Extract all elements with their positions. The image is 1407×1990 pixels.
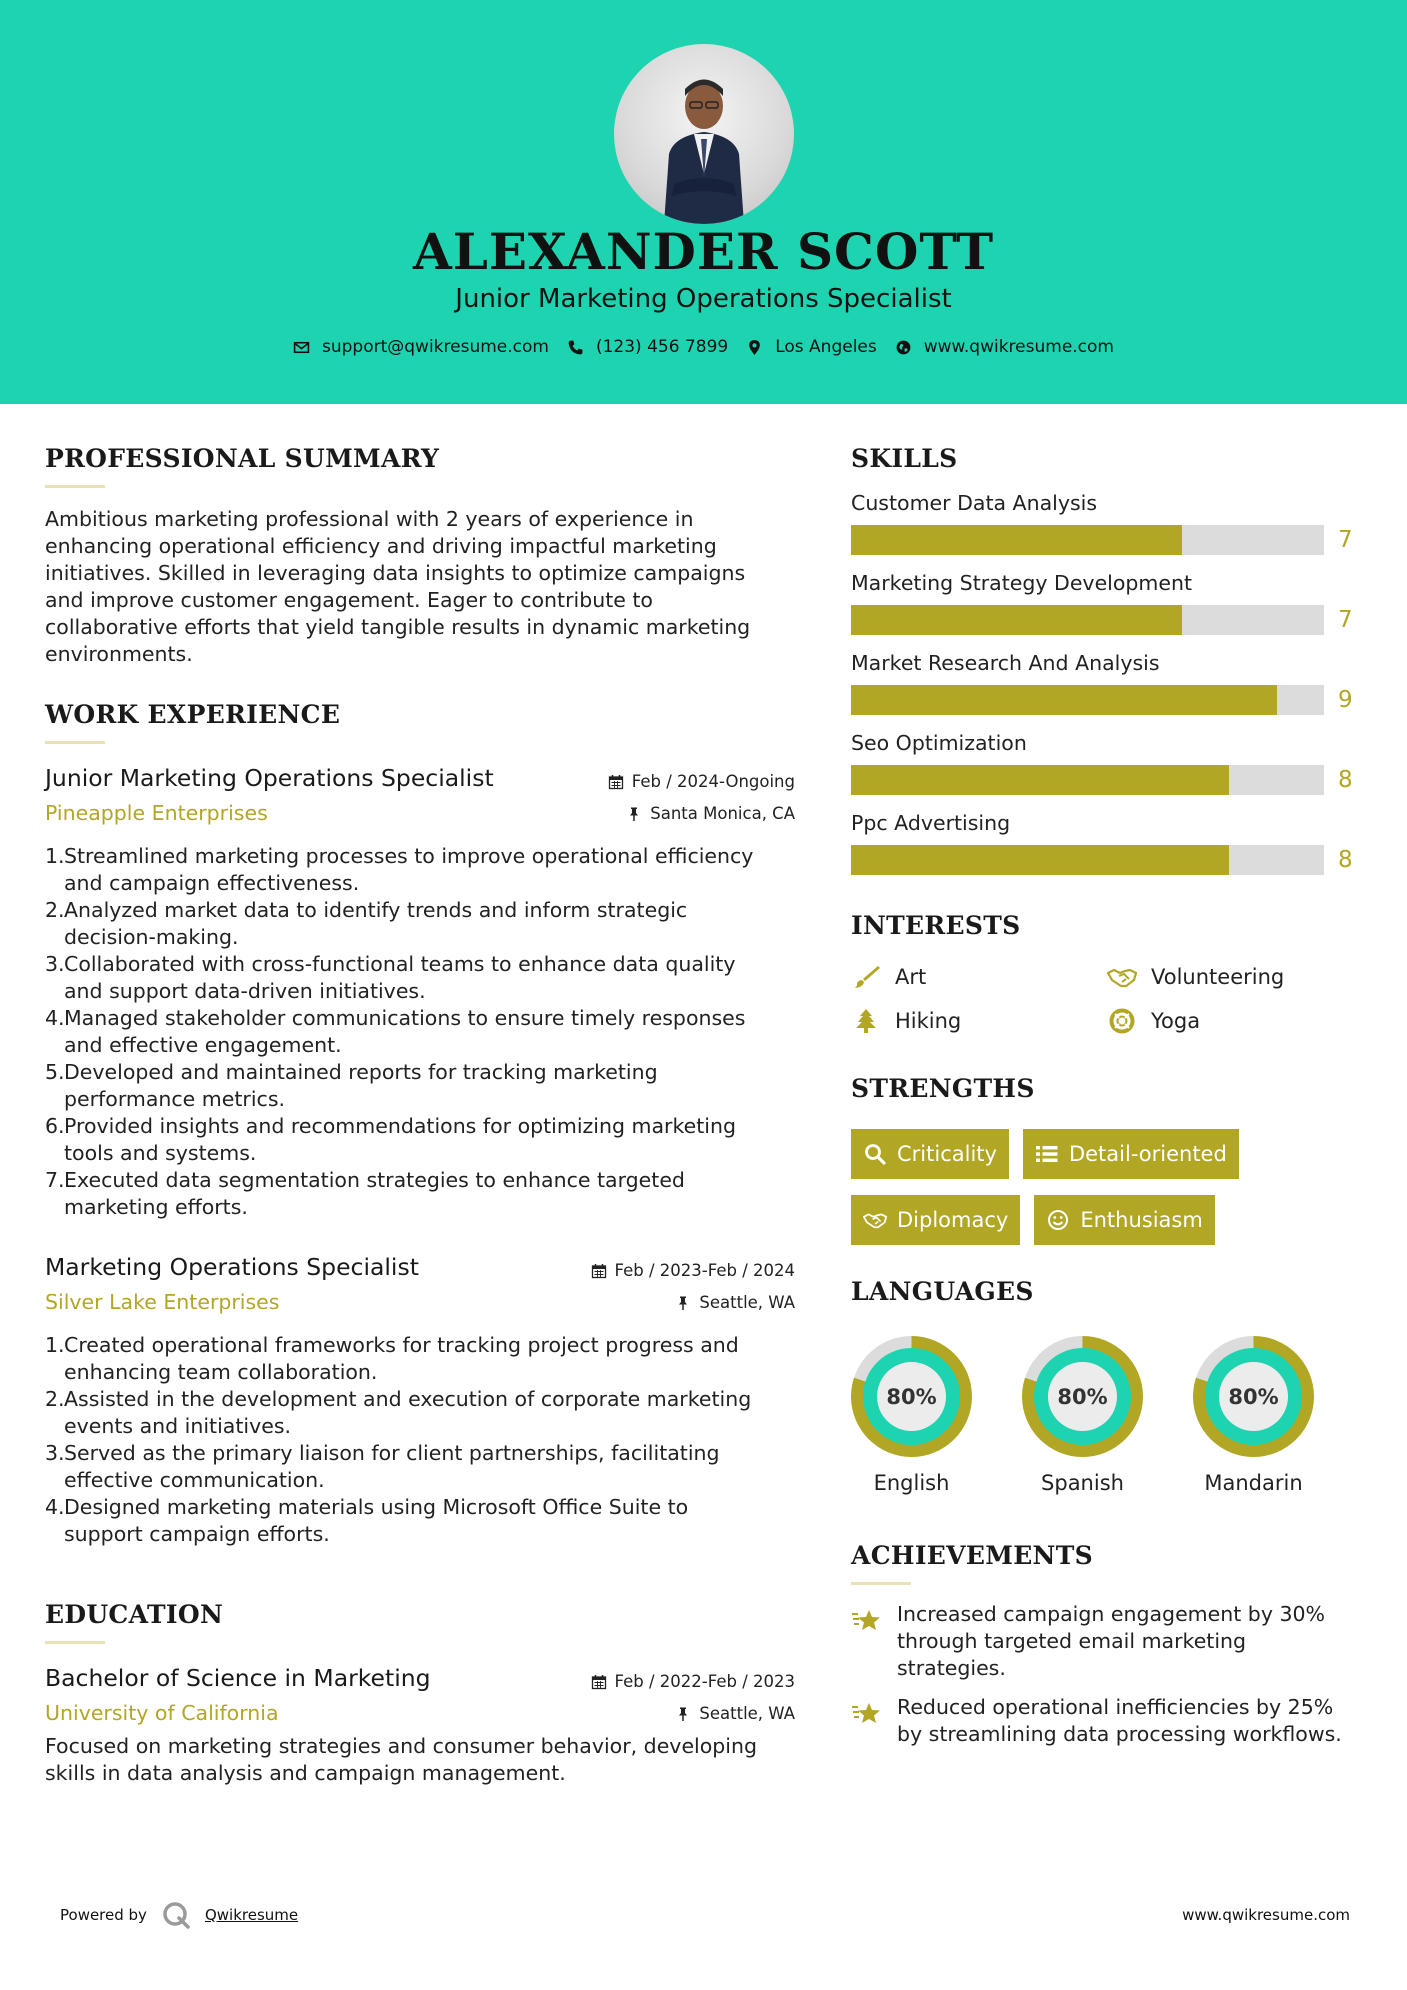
education-dates-text: Feb / 2022-Feb / 2023 xyxy=(614,1672,795,1691)
list-item xyxy=(45,1059,795,1113)
candidate-name: ALEXANDER SCOTT xyxy=(412,222,995,281)
qwikresume-logo-icon xyxy=(161,1900,191,1930)
item-number: 6. xyxy=(45,1114,65,1138)
item-line: Provided insights and recommendations for optimizing marketing xyxy=(64,1114,736,1138)
skill-name: Marketing Strategy Development xyxy=(851,571,1193,595)
contact-email[interactable] xyxy=(293,337,549,357)
list-item xyxy=(45,897,795,951)
item-line: Assisted in the development and execution of corporate marketing xyxy=(64,1387,752,1411)
strengths-section xyxy=(851,1074,1361,1245)
item-number: 3. xyxy=(45,1441,65,1465)
contact-bar xyxy=(0,337,1407,357)
skills-list xyxy=(851,491,1361,875)
interests-section xyxy=(851,911,1361,1034)
candidate-title: Junior Marketing Operations Specialist xyxy=(455,284,952,314)
item-number: 2. xyxy=(45,1387,65,1411)
interest-item xyxy=(851,964,1107,990)
section-title-education: EDUCATION xyxy=(45,1600,224,1629)
item-line: Developed and maintained reports for tracking marketing xyxy=(64,1060,658,1084)
pushpin-icon xyxy=(626,806,642,822)
calendar-icon xyxy=(591,1263,607,1279)
job-title: Marketing Operations Specialist xyxy=(45,1253,419,1281)
skill-bar xyxy=(851,765,1324,795)
strength-chip xyxy=(1023,1129,1239,1179)
language-percent: 80% xyxy=(877,1362,946,1431)
skill-name: Ppc Advertising xyxy=(851,811,1011,835)
skill-bar xyxy=(851,605,1324,635)
item-line: Managed stakeholder communications to ensure timely responses xyxy=(64,1006,746,1030)
item-line: enhancing team collaboration. xyxy=(64,1360,378,1384)
item-line: decision-making. xyxy=(64,925,239,949)
item-line: Designed marketing materials using Microsoft Office Suite to xyxy=(64,1495,689,1519)
search-icon xyxy=(863,1143,887,1165)
achievement-line: through targeted email marketing xyxy=(897,1629,1247,1653)
job-location xyxy=(626,804,795,823)
achievement-line: Increased campaign engagement by 30% xyxy=(897,1602,1326,1626)
interest-label: Art xyxy=(895,965,927,989)
education-line: Focused on marketing strategies and consumer behavior, developing xyxy=(45,1734,758,1758)
strength-label: Diplomacy xyxy=(897,1208,1009,1232)
job-entry xyxy=(45,1253,795,1548)
list-item xyxy=(45,1494,795,1548)
section-title-achievements: ACHIEVEMENTS xyxy=(851,1541,1093,1570)
smile-icon xyxy=(1046,1209,1070,1231)
footer xyxy=(60,1900,1350,1930)
strength-label: Enthusiasm xyxy=(1080,1208,1203,1232)
skill-value: 8 xyxy=(1338,847,1353,873)
skill-bar-fill xyxy=(851,845,1229,875)
skill-bar-fill xyxy=(851,525,1182,555)
summary-text xyxy=(45,506,795,668)
skill-name: Customer Data Analysis xyxy=(851,491,1098,515)
item-line: Served as the primary liaison for client partnerships, facilitating xyxy=(64,1441,720,1465)
envelope-icon xyxy=(293,339,310,356)
section-title-summary: PROFESSIONAL SUMMARY xyxy=(45,444,440,473)
job-location-text: Santa Monica, CA xyxy=(650,804,795,823)
school-name: University of California xyxy=(45,1701,279,1725)
contact-email-text: support@qwikresume.com xyxy=(322,337,549,357)
job-location xyxy=(675,1293,795,1312)
summary-line: Ambitious marketing professional with 2 years of experience in xyxy=(45,507,694,531)
job-duties xyxy=(45,1332,795,1548)
list-item xyxy=(45,1332,795,1386)
interests-list xyxy=(851,964,1361,1034)
calendar-icon xyxy=(608,774,624,790)
language-donut xyxy=(1193,1336,1314,1457)
interest-label: Hiking xyxy=(895,1009,962,1033)
job-duties xyxy=(45,843,795,1221)
achievement-item xyxy=(851,1601,1361,1682)
section-title-skills: SKILLS xyxy=(851,444,958,473)
language-name: Spanish xyxy=(1041,1471,1124,1495)
interest-label: Yoga xyxy=(1151,1009,1201,1033)
left-column xyxy=(45,444,795,1787)
list-item xyxy=(45,843,795,897)
section-divider xyxy=(45,1641,105,1644)
job-company: Pineapple Enterprises xyxy=(45,801,268,825)
item-number: 1. xyxy=(45,844,65,868)
language-donut xyxy=(1022,1336,1143,1457)
powered-by-label: Powered by xyxy=(60,1906,147,1924)
skill-item xyxy=(851,731,1361,795)
skill-bar xyxy=(851,685,1324,715)
footer-website[interactable]: www.qwikresume.com xyxy=(1182,1906,1350,1924)
profile-photo xyxy=(614,44,794,224)
skill-bar-fill xyxy=(851,685,1277,715)
strength-chip xyxy=(1034,1195,1214,1245)
job-company: Silver Lake Enterprises xyxy=(45,1290,280,1314)
strength-label: Detail-oriented xyxy=(1068,1142,1227,1166)
interest-item xyxy=(851,1008,1107,1034)
item-line: Collaborated with cross-functional teams to enhance data quality xyxy=(64,952,736,976)
pushpin-icon xyxy=(675,1706,691,1722)
education-line: skills in data analysis and campaign management. xyxy=(45,1761,566,1785)
job-entry xyxy=(45,764,795,1221)
job-dates-text: Feb / 2023-Feb / 2024 xyxy=(614,1261,795,1280)
item-line: support campaign efforts. xyxy=(64,1522,330,1546)
skill-bar xyxy=(851,525,1324,555)
skill-bar-fill xyxy=(851,765,1229,795)
item-line: Streamlined marketing processes to improve operational efficiency xyxy=(64,844,754,868)
job-dates-text: Feb / 2024-Ongoing xyxy=(631,772,795,791)
item-line: performance metrics. xyxy=(64,1087,286,1111)
qwikresume-link[interactable]: Qwikresume xyxy=(204,1906,299,1924)
header-banner xyxy=(0,0,1407,404)
item-line: Created operational frameworks for tracking project progress and xyxy=(64,1333,739,1357)
list-item xyxy=(45,1440,795,1494)
language-name: Mandarin xyxy=(1204,1471,1303,1495)
globe-icon xyxy=(895,339,912,356)
education-location xyxy=(675,1704,795,1723)
job-title: Junior Marketing Operations Specialist xyxy=(45,764,494,792)
skill-item xyxy=(851,651,1361,715)
language-item xyxy=(1022,1336,1143,1495)
item-line: tools and systems. xyxy=(64,1141,257,1165)
language-donut xyxy=(851,1336,972,1457)
section-title-experience: WORK EXPERIENCE xyxy=(45,700,341,729)
language-percent: 80% xyxy=(1219,1362,1288,1431)
contact-location-text: Los Angeles xyxy=(775,337,877,357)
summary-section xyxy=(45,444,795,668)
item-line: and support data-driven initiatives. xyxy=(64,979,426,1003)
item-number: 5. xyxy=(45,1060,65,1084)
job-dates xyxy=(591,1261,795,1280)
list-item xyxy=(45,951,795,1005)
map-pin-icon xyxy=(746,339,763,356)
achievement-line: by streamlining data processing workflows. xyxy=(897,1722,1342,1746)
item-number: 7. xyxy=(45,1168,65,1192)
degree-title: Bachelor of Science in Marketing xyxy=(45,1664,431,1692)
section-title-strengths: STRENGTHS xyxy=(851,1074,1035,1103)
summary-line: environments. xyxy=(45,642,193,666)
summary-line: and improve customer engagement. Eager to contribute to xyxy=(45,588,653,612)
list-icon xyxy=(1035,1143,1059,1165)
pushpin-icon xyxy=(675,1295,691,1311)
skill-name: Seo Optimization xyxy=(851,731,1027,755)
list-item xyxy=(45,1005,795,1059)
achievements-list xyxy=(851,1601,1361,1748)
contact-website-text: www.qwikresume.com xyxy=(923,337,1114,357)
skill-item xyxy=(851,571,1361,635)
item-line: and effective engagement. xyxy=(64,1033,342,1057)
job-dates xyxy=(608,772,795,791)
item-number: 1. xyxy=(45,1333,65,1357)
skill-value: 8 xyxy=(1338,767,1353,793)
contact-location xyxy=(746,337,877,357)
skill-value: 7 xyxy=(1338,607,1353,633)
summary-line: enhancing operational efficiency and driving impactful marketing xyxy=(45,534,717,558)
education-section xyxy=(45,1600,795,1787)
achievements-section xyxy=(851,1541,1361,1748)
section-title-interests: INTERESTS xyxy=(851,911,1021,940)
interest-item xyxy=(1107,964,1363,990)
item-line: marketing efforts. xyxy=(64,1195,248,1219)
contact-phone-text: (123) 456 7899 xyxy=(595,337,729,357)
star-icon xyxy=(851,1605,883,1635)
strength-label: Criticality xyxy=(897,1142,997,1166)
skill-item xyxy=(851,491,1361,555)
item-line: Analyzed market data to identify trends and inform strategic xyxy=(64,898,688,922)
skill-name: Market Research And Analysis xyxy=(851,651,1160,675)
item-line: Executed data segmentation strategies to enhance targeted xyxy=(64,1168,685,1192)
right-column xyxy=(851,444,1361,1748)
section-divider xyxy=(851,1582,911,1585)
skill-item xyxy=(851,811,1361,875)
languages-section xyxy=(851,1277,1361,1495)
interest-label: Volunteering xyxy=(1151,965,1285,989)
achievement-line: Reduced operational inefficiencies by 25% xyxy=(897,1695,1334,1719)
language-item xyxy=(1193,1336,1314,1495)
phone-icon xyxy=(567,339,584,356)
skills-section xyxy=(851,444,1361,875)
item-line: effective communication. xyxy=(64,1468,325,1492)
strength-chip xyxy=(851,1195,1020,1245)
item-number: 4. xyxy=(45,1495,65,1519)
education-description xyxy=(45,1733,795,1787)
education-entry xyxy=(45,1664,795,1787)
paintbrush-icon xyxy=(851,964,881,990)
education-location-text: Seattle, WA xyxy=(699,1704,795,1723)
calendar-icon xyxy=(591,1674,607,1690)
experience-section xyxy=(45,700,795,1548)
skill-bar-fill xyxy=(851,605,1182,635)
handshake-icon xyxy=(863,1209,887,1231)
section-divider xyxy=(45,485,105,488)
item-number: 2. xyxy=(45,898,65,922)
language-item xyxy=(851,1336,972,1495)
achievement-item xyxy=(851,1694,1361,1748)
strength-chip xyxy=(851,1129,1009,1179)
summary-line: initiatives. Skilled in leveraging data insights to optimize campaigns xyxy=(45,561,746,585)
contact-phone[interactable] xyxy=(567,337,728,357)
summary-line: collaborative efforts that yield tangible results in dynamic marketing xyxy=(45,615,751,639)
languages-list xyxy=(851,1336,1361,1495)
list-item xyxy=(45,1167,795,1221)
language-percent: 80% xyxy=(1048,1362,1117,1431)
section-title-languages: LANGUAGES xyxy=(851,1277,1034,1306)
contact-website[interactable] xyxy=(895,337,1114,357)
star-icon xyxy=(851,1698,883,1728)
education-dates xyxy=(591,1672,795,1691)
item-number: 4. xyxy=(45,1006,65,1030)
list-item xyxy=(45,1386,795,1440)
item-number: 3. xyxy=(45,952,65,976)
achievement-line: strategies. xyxy=(897,1656,1006,1680)
section-divider xyxy=(45,741,105,744)
handshake-icon xyxy=(1107,964,1137,990)
skill-bar xyxy=(851,845,1324,875)
item-line: and campaign effectiveness. xyxy=(64,871,360,895)
list-item xyxy=(45,1113,795,1167)
job-location-text: Seattle, WA xyxy=(699,1293,795,1312)
tree-icon xyxy=(851,1008,881,1034)
language-name: English xyxy=(873,1471,950,1495)
skill-value: 9 xyxy=(1338,687,1353,713)
strengths-list xyxy=(851,1129,1361,1245)
item-line: events and initiatives. xyxy=(64,1414,292,1438)
lifebuoy-icon xyxy=(1107,1008,1137,1034)
interest-item xyxy=(1107,1008,1363,1034)
skill-value: 7 xyxy=(1338,527,1353,553)
